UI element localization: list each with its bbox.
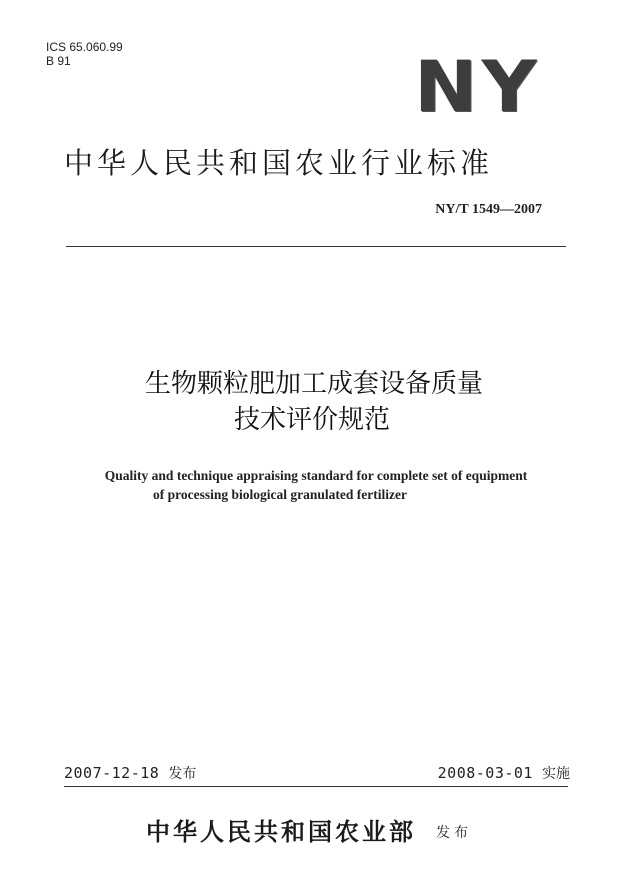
implement-date-block <box>438 763 570 783</box>
issue-date: 2007-12-18 <box>64 764 160 782</box>
issue-date-block <box>64 763 196 783</box>
issuer-label: 发布 <box>436 825 472 841</box>
title-cn-line2: 技术评价规范 <box>233 405 390 435</box>
document-title-cn <box>0 366 632 438</box>
implement-label: 实施 <box>542 766 570 782</box>
ccs-code: B 91 <box>46 54 71 68</box>
issue-label: 发布 <box>168 766 197 782</box>
standard-number: NY/T 1549—2007 <box>435 202 542 217</box>
classification-codes <box>46 40 123 68</box>
ny-logo: NY <box>414 46 541 128</box>
title-en-line1: Quality and technique appraising standard for complete set of equipment <box>104 468 528 483</box>
header-divider <box>66 246 566 247</box>
footer-divider <box>64 786 568 787</box>
title-cn-line1: 生物颗粒肥加工成套设备质量 <box>144 369 483 399</box>
header-title: 中华人民共和国农业行业标准 <box>64 146 494 180</box>
title-en-line2: of processing biological granulated fertilizer <box>153 487 407 502</box>
implement-date: 2008-03-01 <box>437 764 533 782</box>
document-title-en <box>0 466 632 504</box>
ics-code: ICS 65.060.99 <box>46 40 123 54</box>
issuer-name: 中华人民共和国农业部 <box>146 817 416 846</box>
